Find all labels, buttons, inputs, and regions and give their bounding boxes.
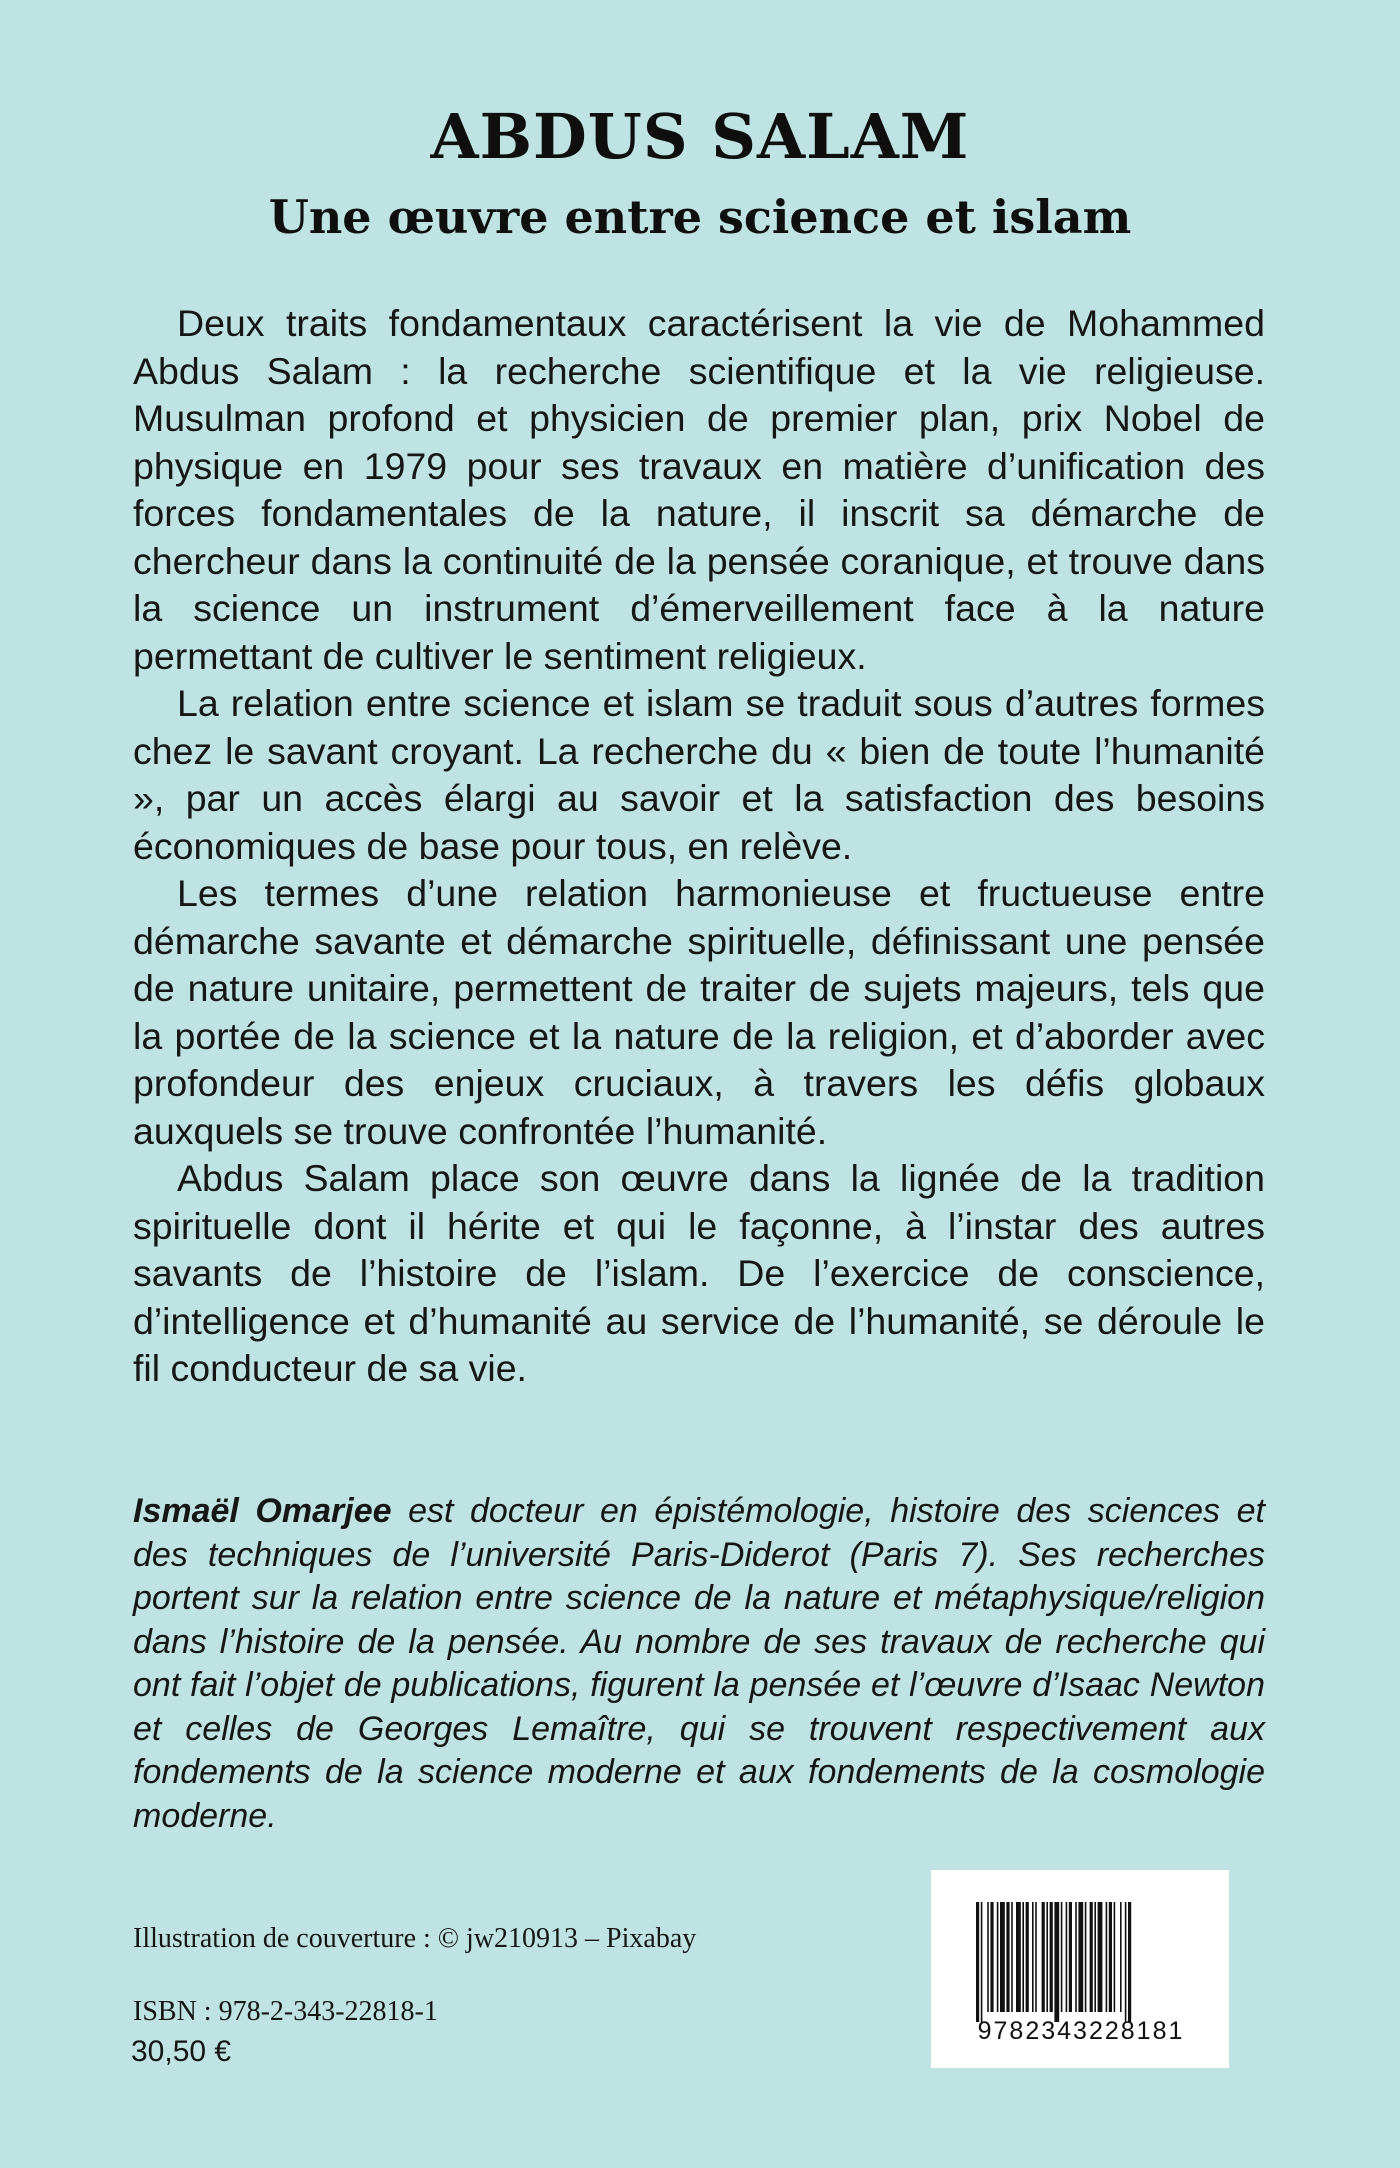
- barcode-bar: [1090, 1902, 1093, 2012]
- barcode-bar: [1106, 1902, 1108, 2012]
- barcode-bar: [1078, 1902, 1083, 2012]
- summary-paragraph: La relation entre science et islam se traduit sous d’autres formes chez le savant croyant. La recherche du « bien de toute l’humanité », par un accès élargi au savoir et la satisfaction des besoins économiques de base pour tous, en relève.: [133, 682, 1265, 867]
- barcode-bar: [1032, 1902, 1034, 2012]
- barcode-bar: [976, 1902, 979, 2022]
- barcode-bar: [990, 1902, 993, 2012]
- author-name: Ismaël Omarjee: [133, 1492, 392, 1530]
- book-title: ABDUS SALAM: [430, 100, 970, 173]
- barcode-digits: 9782343228181: [977, 2017, 1185, 2045]
- barcode-bar: [1026, 1902, 1029, 2012]
- summary-text: [133, 300, 1265, 1393]
- barcode-bar: [1006, 1902, 1009, 2012]
- isbn: ISBN : 978-2-343-22818-1: [133, 1996, 438, 2027]
- barcode-panel: [931, 1870, 1229, 2068]
- barcode-bar: [1098, 1902, 1103, 2012]
- barcode-bar: [1000, 1902, 1005, 2012]
- barcode-icon: [976, 1902, 1186, 2022]
- barcode-bar: [1085, 1902, 1087, 2012]
- barcode-bar: [1109, 1902, 1112, 2012]
- barcode-bar: [1011, 1902, 1013, 2012]
- barcode-bar: [1069, 1902, 1072, 2012]
- barcode-bar: [1042, 1902, 1045, 2012]
- barcode-bar: [1022, 1902, 1024, 2012]
- barcode-bar: [1061, 1902, 1063, 2012]
- barcode-bar: [1075, 1902, 1077, 2012]
- illustration-credit: Illustration de couverture : © jw210913 – Pixabay: [133, 1923, 697, 1954]
- summary-paragraph: Deux traits fondamentaux caractérisent la vie de Mohammed Abdus Salam : la recherche scientifique et la vie religieuse. Musulman profond et physicien de premier plan, prix Nobel de physique en 1979 pour ses travaux en matière d’unification des forces fondamentales de la nature, il inscrit sa démarche de chercheur dans la continuité de la pensée coranique, et trouve dans la science un instrument d’émerveillement face à la nature permettant de cultiver le sentiment religieux.: [133, 302, 1265, 677]
- summary-paragraph: Abdus Salam place son œuvre dans la lignée de la tradition spirituelle dont il hérite et qui le façonne, à l’instar des autres savants de l’histoire de l’islam. De l’exercice de conscience, d’intelligence et d’humanité au service de l’humanité, se déroule le fil conducteur de sa vie.: [133, 1157, 1265, 1389]
- barcode-bar: [1125, 1902, 1127, 2022]
- barcode-bar: [987, 1902, 989, 2012]
- barcode-bar: [1035, 1902, 1037, 2012]
- barcode-bar: [997, 1902, 999, 2012]
- author-bio-text: est docteur en épistémologie, histoire des sciences et des techniques de l’université Paris-Diderot (Paris 7). Ses recherches portent sur la relation entre science de la nature et métaphysique/religion dans l’histoire de la pensée. Au nombre de ses travaux de recherche qui ont fait l’objet de publications, figurent la pensée et l’œuvre d’Isaac Newton et celles de Georges Lemaître, qui se trouvent respectivement aux fondements de la science moderne et aux fondements de la cosmologie moderne.: [133, 1492, 1265, 1835]
- summary-paragraph: Les termes d’une relation harmonieuse et fructueuse entre démarche savante et démarche spirituelle, définissant une pensée de nature unitaire, permettent de traiter de sujets majeurs, tels que la portée de la science et la nature de la religion, et d’aborder avec profondeur des enjeux cruciaux, à travers les défis globaux auxquels se trouve confrontée l’humanité.: [133, 872, 1265, 1152]
- barcode-bar: [1128, 1902, 1131, 2022]
- barcode-bar: [1120, 1902, 1122, 2012]
- barcode-bar: [1114, 1902, 1116, 2012]
- barcode-bar: [1094, 1902, 1096, 2012]
- barcode-bar: [1054, 1902, 1059, 2022]
- barcode-bar: [1066, 1902, 1068, 2012]
- book-subtitle: Une œuvre entre science et islam: [268, 190, 1132, 244]
- barcode-bar: [1046, 1902, 1048, 2012]
- barcode-bar: [1016, 1902, 1021, 2012]
- barcode-bar: [981, 1902, 983, 2022]
- author-bio: [133, 1490, 1265, 1838]
- price: 30,50 €: [131, 2035, 232, 2068]
- barcode-bar: [1050, 1902, 1053, 2012]
